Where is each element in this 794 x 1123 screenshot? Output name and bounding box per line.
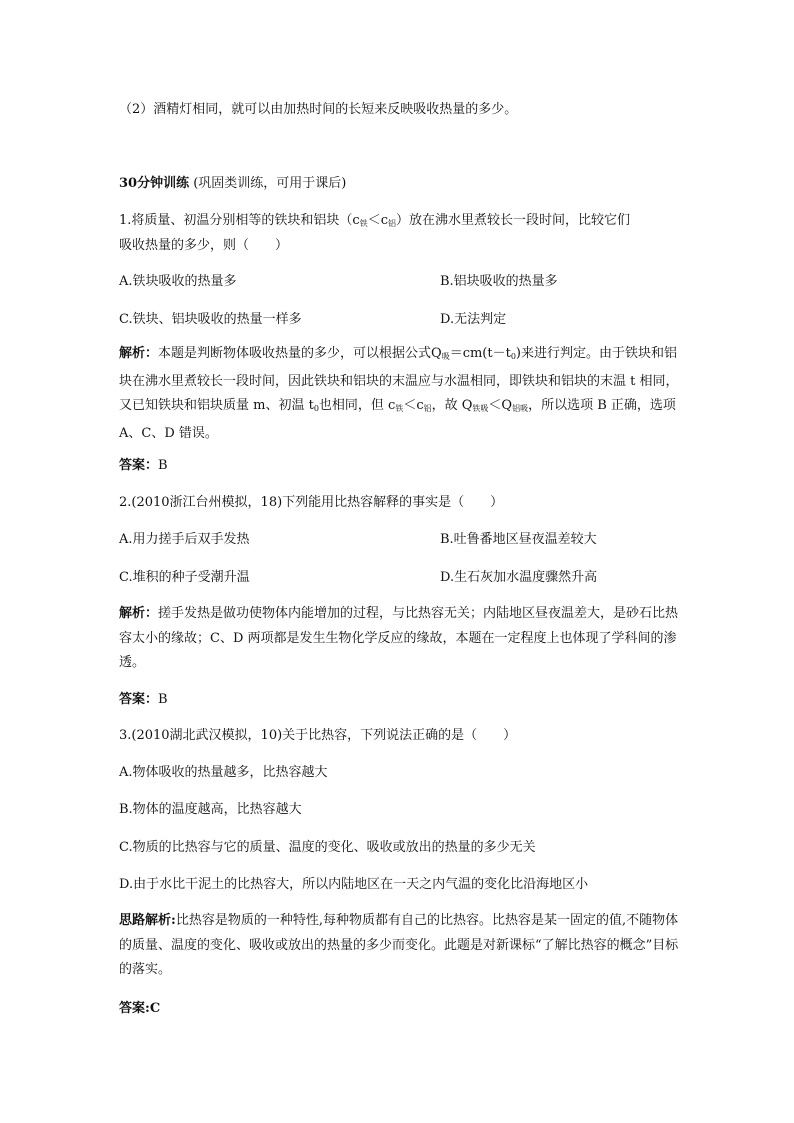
q1-analysis-text: 本题是判断物体吸收热量的多少，可以根据公式Q [158,346,442,361]
q1-analysis-sub: 吸 [441,352,450,361]
q1-stem-part: ＜c [367,213,388,228]
q1-option-c: C.铁块、铝块吸收的热量一样多 [119,312,302,327]
q2-stem: 2.(2010浙江台州模拟，18)下列能用比热容解释的事实是（ ） [119,495,504,510]
q1-analysis [119,342,679,446]
q2-analysis-text: 搓手发热是做功使物体内能增加的过程，与比热容无关；内陆地区昼夜温差大，是砂石比热容太小的缘故；C、D 两项都是发生生物化学反应的缘故，本题在一定程度上也体现了学科间的渗透。 [119,606,679,670]
q2-option-a: A.用力搓手后双手发热 [119,532,250,547]
q1-analysis-text: ，所以选项 B 正确，选项 A、C、D 错误。 [119,398,676,441]
q1-analysis-text: ，故 Q [431,398,473,413]
q1-sub-iron: 铁 [359,219,368,228]
q1-analysis-text: )来进行判定。由于铁块和铝块在沸水里煮较长一段时间，因此铁块和铝块的末温应与水温相同，即铁块和铝块的末温 t 相同，又已知铁块和铝块质量 m、初温 t [119,346,679,413]
q3-analysis-text: 比热容是物质的一种特性,每种物质都有自己的比热容。比热容是某一固定的值,不随物体的质量、温度的变化、吸收或放出的热量的多少而变化。此题是对新课标“了解比热容的概念”目标的落实。 [119,913,679,977]
q3-option-a: A.物体吸收的热量越多，比热容越大 [119,765,328,780]
section-subtitle: (巩固类训练，可用于课后) [193,176,347,191]
q1-analysis-sub: 铝吸 [512,404,529,413]
q1-analysis-text: ＝cm(t－t [449,346,511,361]
q1-analysis-sub: 0 [313,404,319,413]
q1-answer-value: B [158,458,168,473]
q1-option-a: A.铁块吸收的热量多 [119,274,237,289]
q3-answer-label: 答案: [119,1001,150,1016]
q1-sub-aluminum: 铝 [387,219,396,228]
q1-analysis-text: ＜Q [488,398,513,413]
q3-stem: 3.(2010湖北武汉模拟，10)关于比热容，下列说法正确的是（ ） [119,728,517,743]
q1-analysis-sub: 铁吸 [472,404,489,413]
q3-answer-value: C [149,1001,161,1016]
section-heading [119,176,346,192]
q2-answer [119,692,168,708]
q2-analysis [119,602,679,676]
q2-option-d: D.生石灰加水温度骤然升高 [440,570,598,585]
intro-line: （2）酒精灯相同，就可以由加热时间的长短来反映吸收热量的多少。 [119,102,518,117]
q1-analysis-sub: 铝 [423,404,432,413]
section-title: 30分钟训练 [119,176,190,191]
q1-stem-part: 1.将质量、初温分别相等的铁块和铝块（c [119,213,360,228]
q1-option-d: D.无法判定 [440,312,507,327]
q3-analysis-label: 思路解析: [119,913,176,928]
q2-answer-label: 答案： [119,692,159,707]
q1-analysis-sub: 铁 [395,404,404,413]
q2-option-c: C.堆积的种子受潮升温 [119,570,250,585]
q2-option-b: B.吐鲁番地区昼夜温差较大 [440,532,597,547]
q2-answer-value: B [158,692,168,707]
q3-option-b: B.物体的温度越高，比热容越大 [119,802,302,817]
q1-stem-line1 [119,213,630,232]
q1-analysis-text: 也相同，但 c [318,398,396,413]
q1-option-b: B.铝块吸收的热量多 [440,274,558,289]
q3-answer [119,1001,160,1017]
q1-answer [119,458,168,474]
q1-stem-line2: 吸收热量的多少，则（ ） [119,238,289,253]
q3-option-d: D.由于水比干泥土的比热容大，所以内陆地区在一天之内气温的变化比沿海地区小 [119,877,589,892]
q1-answer-label: 答案： [119,458,159,473]
q3-option-c: C.物质的比热容与它的质量、温度的变化、吸收或放出的热量的多少无关 [119,840,536,855]
q1-analysis-text: ＜c [403,398,424,413]
q3-analysis [119,909,679,983]
q1-analysis-label: 解析： [119,346,159,361]
q2-analysis-label: 解析： [119,606,159,621]
q1-analysis-sub: 0 [510,352,516,361]
q1-stem-part: ）放在沸水里煮较长一段时间，比较它们 [395,213,630,228]
